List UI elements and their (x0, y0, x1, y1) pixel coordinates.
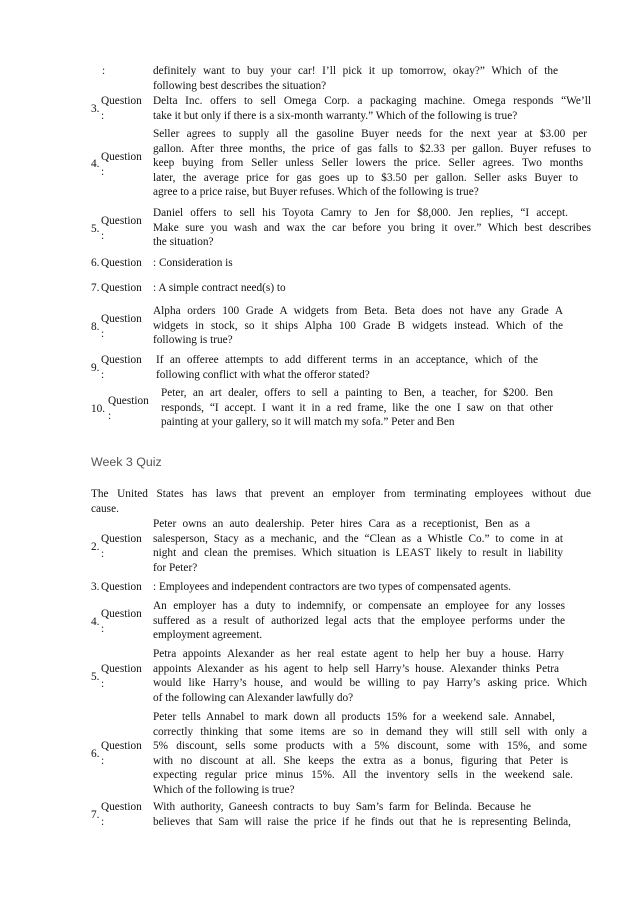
question-text: Petra appoints Alexander as her real estate agent to help her buy a house. Harry appoints Alexander as his agent to help sell Harry’s house. Alexander thinks Petra would like Harry’s house, and would be willing to pay Harry’s asking price. Which of the following can Alexander lawfully do? (153, 648, 587, 704)
question-text: Daniel offers to sell his Toyota Camry to Jen for $8,000. Jen replies, “I accept. Make sure you wash and wax the car before you bring it over.” Which best describes the situation? (153, 207, 591, 249)
question-number: 7. (91, 809, 100, 821)
question-text: Peter tells Annabel to mark down all products 15% for a weekend sale. Annabel, correctly thinking that some items are so in demand they will still sell with only a 5% discount, sells some products with a 5% discount, some with 15%, and some with no discount at all. She keeps the extra as a bonus, figuring that Peter is expecting regular price minus 15%. All the inventory sells in the weekend sale. Which of the following is true? (153, 711, 587, 796)
question-text: Seller agrees to supply all the gasoline Buyer needs for the next year at $3.00 per gallon. After three months, the price of gas falls to $2.33 per gallon. Buyer refuses to keep buying from Seller unless Seller lowers the price. Seller agrees. Two months later, the average price for gas goes up to $3.50 per gallon. Seller asks Buyer to agree to a price raise, but Buyer refuses. Which of the following is true? (153, 128, 591, 199)
question-text: Peter owns an auto dealership. Peter hires Cara as a receptionist, Ben as a salesperson, Stacy as a mechanic, and the “Clean as a Whistle Co.” to come in at night and clean the premises. Which situation is LEAST likely to result in liability for Peter? (153, 518, 563, 574)
question-number: 10. (91, 403, 106, 415)
question-text: : Employees and independent contractors are two types of compensated agents. (153, 581, 511, 593)
question-number: 4. (91, 158, 100, 170)
question-label: Question : (101, 95, 142, 122)
question-number: 6. (91, 257, 100, 269)
question-text: If an offeree attempts to add different terms in an acceptance, which of the following conflict with what the offeror stated? (156, 354, 538, 381)
question-label: Question : (101, 533, 142, 560)
question-colon: : (102, 65, 106, 77)
question-text: An employer has a duty to indemnify, or compensate an employee for any losses suffered as a result of authorized legal acts that the employee performs under the employment agreement. (153, 600, 565, 642)
question-text: Delta Inc. offers to sell Omega Corp. a packaging machine. Omega responds “We’ll take it but only if there is a six-month warranty.” Which of the following is true? (153, 95, 591, 122)
question-label: Question : (101, 801, 142, 828)
question-number: 6. (91, 748, 100, 760)
question-label: Question : (101, 151, 142, 178)
question-text: definitely want to buy your car! I’ll pick it up tomorrow, okay?” Which of the following best describes the situation? (153, 65, 558, 92)
question-label: Question (101, 282, 142, 294)
section-title: Week 3 Quiz (91, 455, 162, 469)
question-text: Alpha orders 100 Grade A widgets from Beta. Beta does not have any Grade A widgets in stock, so it ships Alpha 100 Grade B widgets instead. Which of the following is true? (153, 305, 563, 347)
question-number: 5. (91, 223, 100, 235)
question-label: Question (101, 257, 142, 269)
question-label: Question : (101, 740, 142, 767)
question-number: 2. (91, 541, 100, 553)
question-label: Question : (101, 215, 142, 242)
question-number: 7. (91, 282, 100, 294)
question-number: 3. (91, 581, 100, 593)
question-label: Question : (101, 663, 142, 690)
question-number: 9. (91, 362, 100, 374)
question-text: : A simple contract need(s) to (153, 282, 286, 294)
intro-statement: The United States has laws that prevent an employer from terminating employees without due cause. (91, 488, 591, 515)
question-number: 3. (91, 103, 100, 115)
question-label: Question : (101, 313, 142, 340)
question-number: 5. (91, 671, 100, 683)
question-text: Peter, an art dealer, offers to sell a painting to Ben, a teacher, for $200. Ben responds, “I accept. I want it in a red frame, like the one I saw on that other painting at your gallery, so it will match my sofa.” Peter and Ben (161, 387, 553, 429)
question-text: With authority, Ganeesh contracts to buy Sam’s farm for Belinda. Because he believes that Sam will raise the price if he finds out that he is representing Belinda, (153, 801, 571, 828)
question-number: 8. (91, 321, 100, 333)
question-label: Question : (101, 354, 142, 381)
question-label: Question : (101, 608, 142, 635)
question-number: 4. (91, 616, 100, 628)
question-label: Question (101, 581, 142, 593)
question-label: Question : (108, 395, 149, 422)
question-text: : Consideration is (153, 257, 233, 269)
